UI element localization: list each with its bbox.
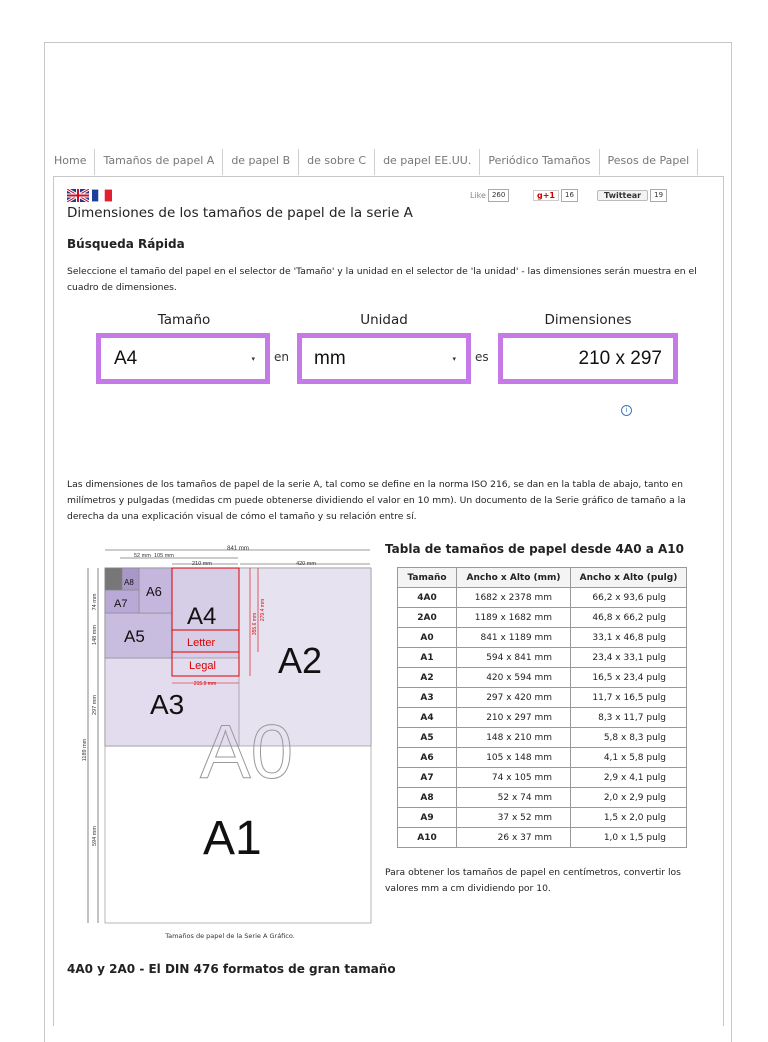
chevron-down-icon: ▾: [251, 355, 255, 363]
size-label: Tamaño: [157, 312, 211, 328]
col-in: Ancho x Alto (pulg): [571, 568, 687, 588]
cell-in: 8,3 x 11,7 pulg: [571, 708, 687, 728]
dimensions-value: 210 x 297: [578, 347, 662, 369]
table-body: [398, 588, 687, 848]
label-a4: A4: [187, 603, 217, 630]
cell-in: 2,9 x 4,1 pulg: [571, 768, 687, 788]
cell-mm: 297 x 420 mm: [457, 688, 571, 708]
nav-home[interactable]: Home: [52, 149, 95, 175]
facebook-like[interactable]: [470, 189, 509, 202]
size-select[interactable]: [96, 333, 270, 384]
cell-in: 2,0 x 2,9 pulg: [571, 788, 687, 808]
nav-paper-weights[interactable]: Pesos de Papel: [600, 149, 699, 175]
dim-297: 297 mm: [92, 695, 98, 715]
nav-us-sizes[interactable]: de papel EE.UU.: [375, 149, 480, 175]
diagram-caption: Tamaños de papel de la Serie A Gráfico.: [165, 932, 295, 940]
table-row: [398, 628, 687, 648]
dimensions-output: [498, 333, 678, 384]
cell-size: A7: [398, 768, 457, 788]
twitter-button[interactable]: [597, 189, 667, 202]
unit-label: Unidad: [360, 312, 408, 328]
size-select-value: A4: [114, 347, 138, 369]
twitter-count: 19: [650, 189, 667, 202]
cell-mm: 1189 x 1682 mm: [457, 608, 571, 628]
cell-mm: 26 x 37 mm: [457, 828, 571, 848]
table-row: [398, 768, 687, 788]
cell-mm: 420 x 594 mm: [457, 668, 571, 688]
label-legal: Legal: [189, 660, 216, 672]
label-a5: A5: [124, 627, 145, 646]
dim-210: 210 mm: [192, 561, 212, 567]
gplus-button[interactable]: [533, 189, 578, 202]
table-row: [398, 588, 687, 608]
label-a1: A1: [203, 812, 262, 865]
label-a7: A7: [114, 598, 128, 610]
gplus-label: g+1: [533, 190, 559, 201]
cell-size: A5: [398, 728, 457, 748]
cell-in: 66,2 x 93,6 pulg: [571, 588, 687, 608]
chevron-down-icon: ▾: [452, 355, 456, 363]
dim-841: 841 mm: [227, 546, 249, 552]
table-note: Para obtener los tamaños de papel en centímetros, convertir los valores mm a cm dividiendo por 10.: [385, 867, 681, 894]
gplus-count: 16: [561, 189, 578, 202]
cell-in: 16,5 x 23,4 pulg: [571, 668, 687, 688]
cell-size: A1: [398, 648, 457, 668]
like-label: Like: [470, 191, 486, 200]
nav-b-sizes[interactable]: de papel B: [223, 149, 299, 175]
section2-heading: 4A0 y 2A0 - El DIN 476 formatos de gran tamaño: [67, 962, 396, 976]
cell-size: A6: [398, 748, 457, 768]
label-a3: A3: [150, 689, 185, 720]
label-a2: A2: [278, 640, 323, 681]
en-connector: en: [274, 350, 289, 364]
label-a8: A8: [124, 578, 134, 587]
unit-select-value: mm: [314, 347, 346, 369]
language-flags: [67, 189, 112, 202]
table-row: [398, 648, 687, 668]
unit-select[interactable]: [297, 333, 471, 384]
table-row: [398, 748, 687, 768]
cell-size: A4: [398, 708, 457, 728]
label-letter: Letter: [187, 637, 216, 649]
table-row: [398, 608, 687, 628]
quick-search-intro: Seleccione el tamaño del papel en el selector de 'Tamaño' y la unidad en el selector de 'la unidad' - las dimensiones serán muestra en el cuadro de dimensiones.: [67, 266, 697, 293]
cell-mm: 148 x 210 mm: [457, 728, 571, 748]
table-row: [398, 668, 687, 688]
table-row: [398, 708, 687, 728]
uk-flag-icon[interactable]: [67, 189, 89, 202]
label-a6: A6: [146, 584, 162, 599]
es-connector: es: [475, 350, 489, 364]
table-row: [398, 688, 687, 708]
dim-420: 420 mm: [296, 561, 316, 567]
nav-c-envelopes[interactable]: de sobre C: [299, 149, 375, 175]
cell-size: A0: [398, 628, 457, 648]
col-size: Tamaño: [398, 568, 457, 588]
dim-215: 215.9 mm: [193, 681, 217, 687]
dimensions-label: Dimensiones: [544, 312, 632, 328]
table-row: [398, 828, 687, 848]
cell-in: 5,8 x 8,3 pulg: [571, 728, 687, 748]
cell-in: 11,7 x 16,5 pulg: [571, 688, 687, 708]
cell-mm: 37 x 52 mm: [457, 808, 571, 828]
a-series-diagram: [80, 540, 380, 942]
label-a0: A0: [200, 710, 293, 795]
cell-size: A10: [398, 828, 457, 848]
cell-in: 46,8 x 66,2 pulg: [571, 608, 687, 628]
cell-in: 1,5 x 2,0 pulg: [571, 808, 687, 828]
cell-in: 1,0 x 1,5 pulg: [571, 828, 687, 848]
cell-size: A8: [398, 788, 457, 808]
dim-279: 279.4 mm: [260, 598, 266, 622]
dim-594: 594 mm: [92, 826, 98, 846]
cell-size: A3: [398, 688, 457, 708]
dim-105: 105 mm: [154, 553, 174, 559]
dim-74: 74 mm: [92, 593, 98, 611]
cell-size: A2: [398, 668, 457, 688]
cell-in: 4,1 x 5,8 pulg: [571, 748, 687, 768]
col-mm: Ancho x Alto (mm): [457, 568, 571, 588]
table-header-row: [398, 568, 687, 588]
table-row: [398, 788, 687, 808]
table-row: [398, 808, 687, 828]
cell-mm: 74 x 105 mm: [457, 768, 571, 788]
france-flag-icon[interactable]: [92, 189, 112, 202]
nav-a-sizes[interactable]: Tamaños de papel A: [95, 149, 223, 175]
dim-355: 355.6 mm: [252, 612, 258, 636]
dim-52: 52 mm: [134, 553, 151, 559]
twitter-label: Twittear: [597, 190, 648, 201]
cell-size: 4A0: [398, 588, 457, 608]
info-icon[interactable]: i: [621, 405, 632, 416]
main-nav: [52, 149, 698, 175]
cell-mm: 841 x 1189 mm: [457, 628, 571, 648]
paper-size-table: [397, 567, 687, 848]
description-text: Las dimensiones de los tamaños de papel de la serie A, tal como se define en la norma ISO 216, se dan en la tabla de abajo, tanto en milímetros y pulgadas (medidas cm puede obtenerse dividiendo el valor en 10 mm). Un documento de la Serie gráfico de tamaño a la derecha da una explicación visual de cómo el tamaño y su relación entre sí.: [67, 479, 686, 522]
cell-in: 33,1 x 46,8 pulg: [571, 628, 687, 648]
dim-148: 148 mm: [92, 625, 98, 645]
dim-1189: 1189 mm: [82, 738, 88, 762]
cell-mm: 210 x 297 mm: [457, 708, 571, 728]
nav-newspaper[interactable]: Periódico Tamaños: [480, 149, 599, 175]
cell-mm: 1682 x 2378 mm: [457, 588, 571, 608]
cell-size: 2A0: [398, 608, 457, 628]
cell-mm: 105 x 148 mm: [457, 748, 571, 768]
table-row: [398, 728, 687, 748]
page-title: Dimensiones de los tamaños de papel de la serie A: [67, 205, 413, 221]
like-count: 260: [488, 189, 509, 202]
cell-mm: 52 x 74 mm: [457, 788, 571, 808]
quick-search-heading: Búsqueda Rápida: [67, 237, 185, 251]
table-title: Tabla de tamaños de papel desde 4A0 a A10: [385, 542, 684, 556]
cell-size: A9: [398, 808, 457, 828]
a9-area: [105, 568, 122, 590]
cell-in: 23,4 x 33,1 pulg: [571, 648, 687, 668]
cell-mm: 594 x 841 mm: [457, 648, 571, 668]
